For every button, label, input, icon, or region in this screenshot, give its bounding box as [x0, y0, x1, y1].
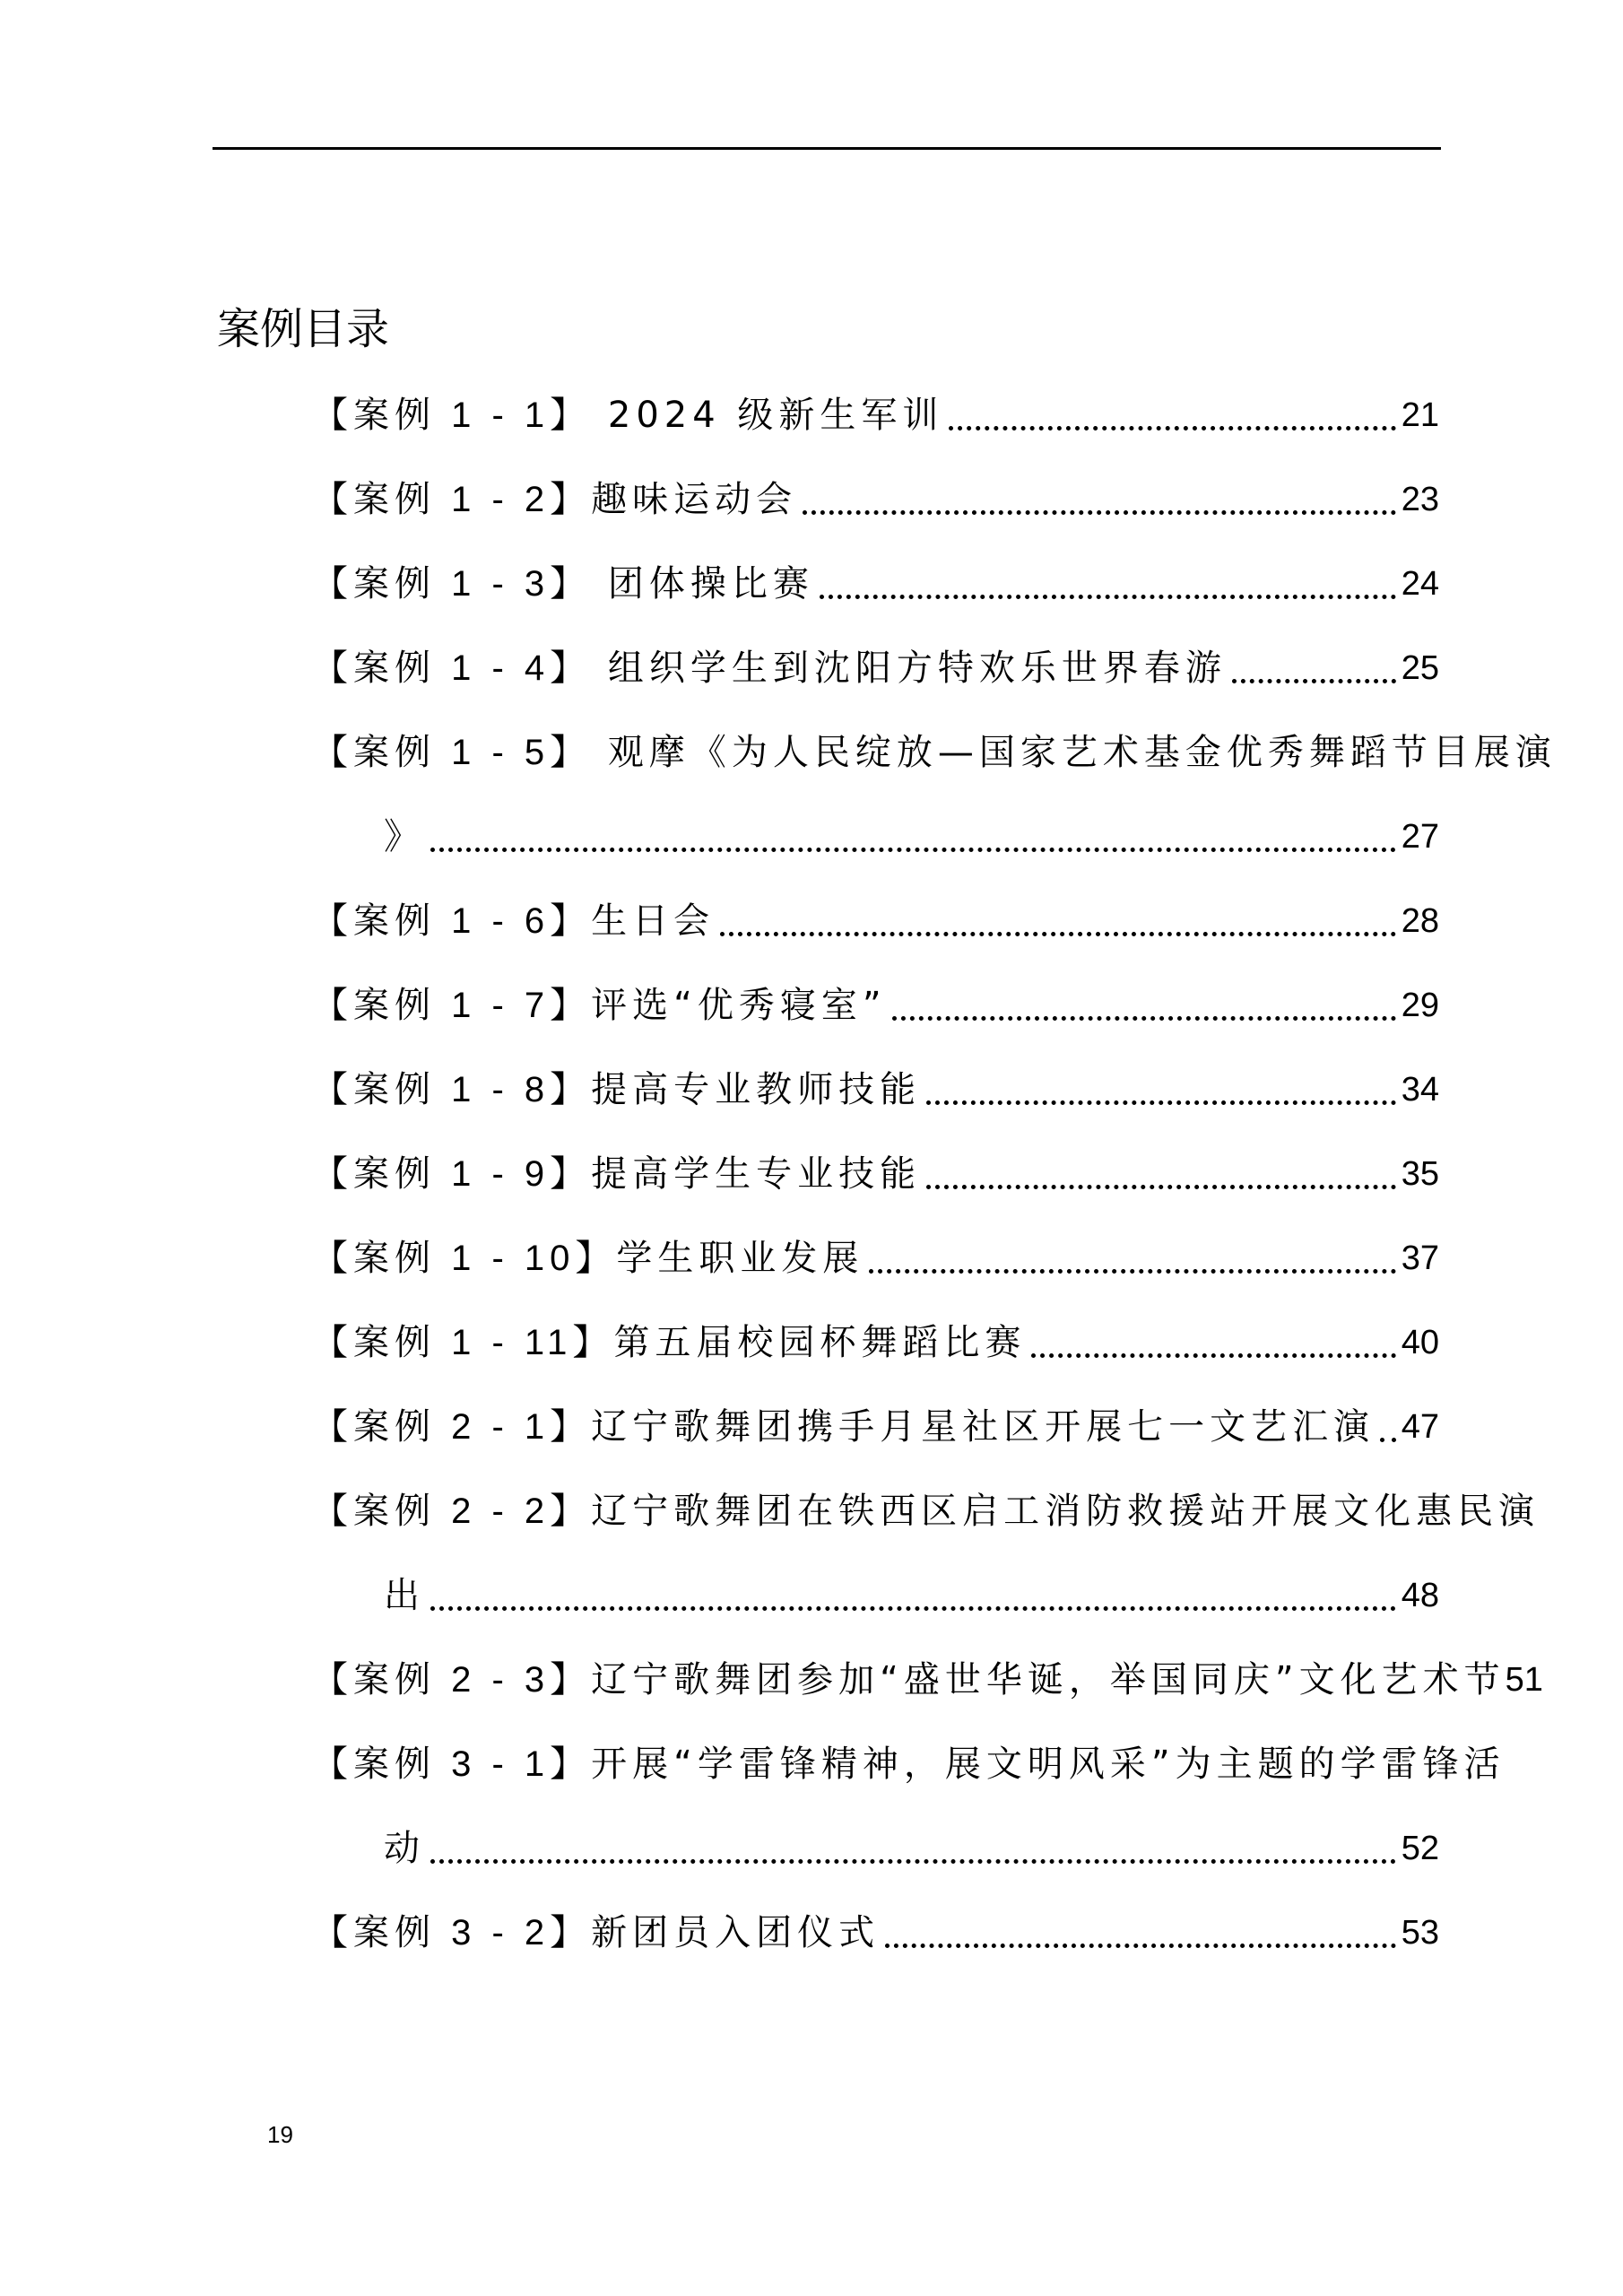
toc-page-number: 24 [1401, 565, 1439, 603]
toc-entry-label: 动 [384, 1828, 425, 1869]
toc-dot-leader [1380, 1438, 1396, 1442]
toc-entry-label: 【案例 2 - 2】辽宁歌舞团在铁西区启工消防救援站开展文化惠民演 [312, 1491, 1541, 1532]
toc-page-number: 40 [1401, 1324, 1439, 1361]
toc-page-number: 47 [1401, 1408, 1439, 1446]
toc-entry-label: 【案例 1 - 8】提高专业教师技能 [312, 1069, 922, 1110]
toc-dot-leader [949, 426, 1395, 430]
toc-dot-leader [430, 1606, 1396, 1611]
toc-entry-label: 【案例 1 - 10】学生职业发展 [312, 1238, 864, 1279]
toc-page-number: 53 [1401, 1914, 1439, 1952]
toc-entry[interactable] [312, 1906, 1439, 1960]
toc-entry[interactable] [312, 473, 1439, 526]
toc-entry-label: 【案例 1 - 4】 组织学生到沈阳方特欢乐世界春游 [312, 648, 1227, 689]
toc-dot-leader [926, 1100, 1396, 1105]
toc-entry[interactable] [312, 557, 1439, 611]
toc-entry-continuation[interactable] [384, 810, 1439, 864]
toc-page-number: 35 [1401, 1155, 1439, 1193]
toc-dot-leader [803, 510, 1396, 515]
toc-entry-label: 【案例 1 - 2】趣味运动会 [312, 479, 798, 520]
toc-entry-continuation[interactable] [384, 1822, 1439, 1875]
toc-entry[interactable] [312, 1484, 1541, 1538]
toc-entry[interactable] [312, 1316, 1439, 1370]
toc-entry-label: 【案例 1 - 6】生日会 [312, 900, 716, 942]
toc-page-number: 27 [1401, 818, 1439, 856]
toc-entry[interactable] [312, 1063, 1439, 1117]
toc-page-number: 23 [1401, 481, 1439, 518]
toc-entry[interactable] [312, 641, 1439, 695]
toc-page-number: 25 [1401, 649, 1439, 687]
toc-entry-label: 【案例 1 - 7】评选“优秀寝室” [312, 985, 887, 1026]
toc-entry-label: 【案例 1 - 11】第五届校园杯舞蹈比赛 [312, 1322, 1027, 1363]
toc-dot-leader [1232, 679, 1396, 683]
toc-entry-label: 【案例 1 - 5】 观摩《为人民绽放—国家艺术基金优秀舞蹈节目展演 [312, 732, 1557, 773]
toc-entry-label: 【案例 3 - 2】新团员入团仪式 [312, 1912, 881, 1953]
toc-dot-leader [869, 1269, 1395, 1274]
toc-page-number: 52 [1401, 1830, 1439, 1867]
toc-entry-label: 【案例 1 - 9】提高学生专业技能 [312, 1153, 922, 1195]
toc-dot-leader [926, 1185, 1396, 1189]
toc-entry[interactable] [312, 1231, 1439, 1285]
toc-page-number: 37 [1401, 1239, 1439, 1277]
toc-dot-leader [720, 932, 1396, 936]
toc-entry-label: 【案例 1 - 3】 团体操比赛 [312, 563, 814, 604]
toc-entry[interactable] [312, 1400, 1439, 1454]
toc-entry[interactable] [312, 1737, 1506, 1791]
toc-entry-label: 【案例 2 - 1】辽宁歌舞团携手月星社区开展七一文艺汇演 [312, 1406, 1376, 1448]
toc-entry-label: 【案例 1 - 1】 2024 级新生军训 [312, 395, 944, 436]
page-number: 19 [267, 2121, 293, 2148]
toc-entry-continuation[interactable] [384, 1569, 1439, 1622]
toc-entry-label: 出 [384, 1575, 425, 1616]
toc-page-number: 51 [1505, 1661, 1543, 1699]
toc-entry[interactable] [312, 978, 1439, 1032]
toc-entry-label: 》 [384, 816, 425, 857]
toc-page-number: 28 [1401, 902, 1439, 940]
header-rule [213, 147, 1441, 150]
toc-dot-leader [430, 848, 1396, 852]
toc-dot-leader [820, 595, 1396, 599]
toc-entry-label: 【案例 3 - 1】开展“学雷锋精神，展文明风采”为主题的学雷锋活 [312, 1744, 1506, 1785]
toc-dot-leader [885, 1944, 1396, 1948]
toc-entry[interactable] [312, 388, 1439, 442]
toc-entry[interactable] [312, 1147, 1439, 1201]
toc-page-number: 48 [1401, 1577, 1439, 1614]
toc-entry[interactable] [312, 726, 1557, 779]
toc-dot-leader [892, 1016, 1396, 1021]
toc-page-number: 34 [1401, 1071, 1439, 1109]
toc-title: 案例目录 [217, 304, 390, 354]
toc-entry[interactable] [312, 894, 1439, 948]
toc-entry-label: 【案例 2 - 3】辽宁歌舞团参加“盛世华诞，举国同庆”文化艺术节 [312, 1659, 1506, 1700]
toc-page-number: 29 [1401, 987, 1439, 1024]
toc-page-number: 21 [1401, 396, 1439, 434]
toc-dot-leader [1031, 1353, 1395, 1358]
toc-entry[interactable] [312, 1653, 1543, 1707]
toc-dot-leader [430, 1859, 1396, 1864]
